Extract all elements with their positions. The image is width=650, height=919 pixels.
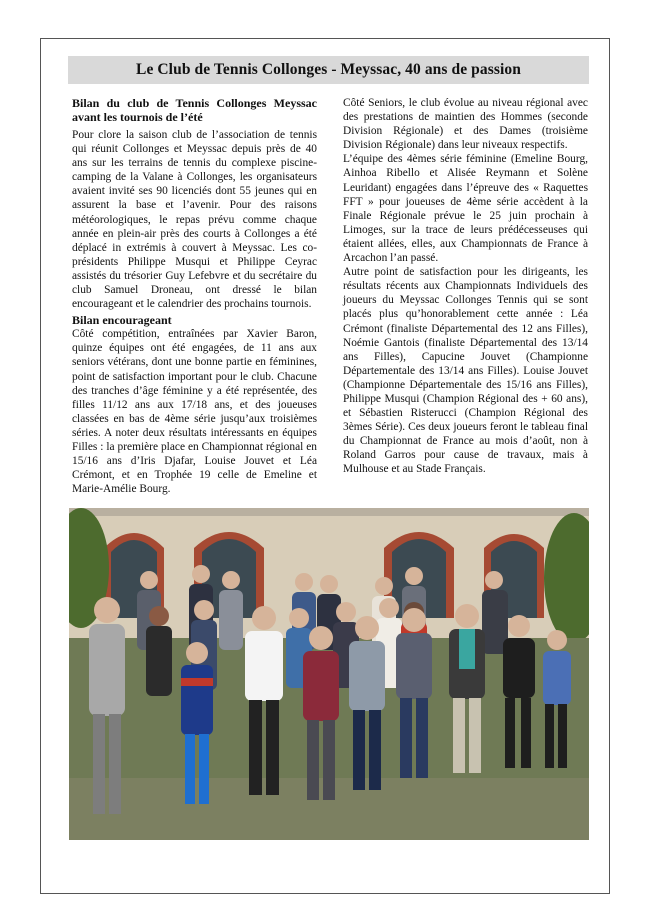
paragraph-team-women: L’équipe des 4èmes série féminine (Emeline Bourg, Ainhoa Ribello et Alisée Reymann et Solène Leuridant) engagées dans l’épreuve des « Raquettes FFT » pour joueuses de 4ème série accèdent à la Finale Régionale prévue le 25 juin prochain à Limoges, sur la trace de leurs prédécesseuses qui étaient allées, elles, aux Championnats de France à Arcachon l’an passé. [343,153,588,265]
article-title: Le Club de Tennis Collonges - Meyssac, 40 ans de passion [68,56,589,84]
paragraph-individual-results: Autre point de satisfaction pour les dirigeants, les résultats récents aux Championnats Individuels des joueurs du Meyssac Collonges Tennis qui se sont placés plus qu’honorablement cette année : Léa Crémont (finaliste Départemental des 12 ans Filles), Noémie Gantois (finaliste Départemental des 13/14 ans Filles), Capucine Jouvet (Championne Départementale des 13/14 ans Filles). Louise Jouvet (Championne Départementale des 15/16 ans Filles), Philippe Musqui (Champion Régional des + 60 ans), et Sébastien Risterucci (Champion Régional des 3èmes Série). Ces deux joueurs feront le tableau final du Championnat de France au mois d’août, non à Roland Garros pour cause de travaux, mais à Mulhouse et au Stade Français. [343,266,588,476]
right-column [343,96,588,477]
group-photo [69,508,589,840]
left-column [72,96,317,496]
paragraph-competition: Côté compétition, entraînées par Xavier Baron, quinze équipes ont été engagées, de 11 ans aux seniors vétérans, dont une bonne partie en féminines, point de satisfaction important pour le club. Chacune des tranches d’âge féminine y a été représentée, des filles 11/12 ans aux 17/18 ans, et des joueuses classées en bas de 4ème série jusqu’aux troisièmes séries. A noter deux résultats intéressants en équipes Filles : la première place en Championnat régional en 15/16 ans d’Iris Djafar, Louise Jouvet et Léa Crémont, et en Trophée 19 celle de Emeline et Marie-Amélie Bourg. [72,328,317,496]
paragraph-intro: Pour clore la saison club de l’association de tennis qui réunit Collonges et Meyssac depuis près de 40 ans sur les terrains de tennis du complexe piscine-camping de la Valane à Collonges, les organisateurs avaient invité ses 90 licenciés dont 55 jeunes qui en assurent la base et l’avenir. Pour des raisons météorologiques, le repas prévu comme chaque année en plein-air près des courts à Collonges a été déplacé in extrémis à couvert à Meyssac. Les co-présidents Philippe Musqui et Philippe Ceyrac assistés du trésorier Guy Lefebvre et du secrétaire du club Samuel Droneau, ont dressé le bilan encourageant et le calendrier des prochains tournois. [72,129,317,311]
roof-edge [69,508,589,516]
group-photo-illustration [69,508,589,840]
paragraph-seniors: Côté Seniors, le club évolue au niveau régional avec des prestations de maintien des Hommes (seconde Division Régionale) et des Dames (troisième Division Régionale) dans leur niveaux respectifs. [343,97,588,152]
article-headline: Bilan du club de Tennis Collonges Meyssac avant les tournois de l’été [72,96,317,124]
subheading: Bilan encourageant [72,313,172,328]
